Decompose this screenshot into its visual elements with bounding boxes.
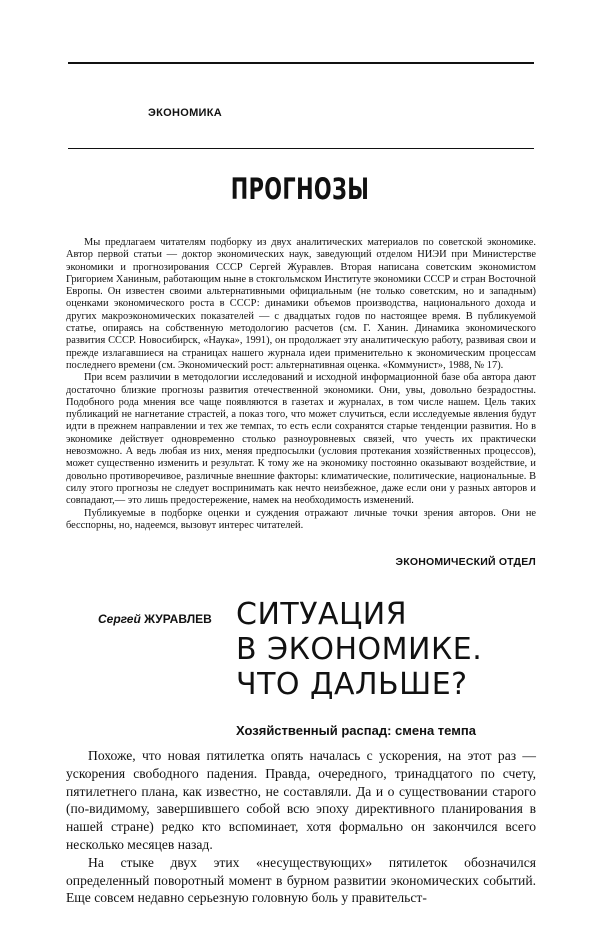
body-paragraph: На стыке двух этих «несуществующих» пятилеток обозначился определенный поворотный момент в бурном развитии экономических событий. Еще совсем недавно серьезную головную боль у правительст- <box>66 854 536 906</box>
article-body <box>66 747 536 907</box>
intro-paragraph: Публикуемые в подборке оценки и суждения отражают личные точки зрения авторов. Они не бесспорны, но, надеемся, вызовут интерес читателей. <box>66 507 536 531</box>
intro-paragraph: Мы предлагаем читателям подборку из двух аналитических материалов по советской экономике. Автор первой статьи — доктор экономических наук, заведующий отделом НИЭИ при Министерстве экономики и прогнозирования СССР Сергей Журавлев. Вторая написана советским экономистом Григорием Ханиным, работающим ныне в стокгольмском Институте экономики СССР и стран Восточной Европы. Он известен своими альтернативными официальным (не только советским, но и западным) оценками экономического роста в СССР: динамики объемов производства, национального дохода и других макроэкономических показателей — с двадцатых годов по настоящее время. В публикуемой статье, опираясь на собственную методологию расчетов (см. Г. Ханин. Динамика экономического развития СССР. Новосибирск, «Наука», 1991), он продолжает эту аналитическую работу, развивая свои и прежде излагавшиеся на страницах нашего журнала идеи применительно к экономическим процессам последнего времени (см. Экономический рост: альтернативная оценка. «Коммунист», 1988, № 17). <box>66 237 536 371</box>
page-title: ПРОГНОЗЫ <box>230 172 370 206</box>
body-paragraph: Похоже, что новая пятилетка опять началась с ускорения, на этот раз — ускорения свободного падения. Правда, очередного, тринадцатого по счету, пятилетнего плана, как известно, не составляли. Да и о существовании старого (по-видимому, завершившего собой всю эпоху директивного планирования в нашей стране) редко кто вспоминает, хотя формально он закончился всего несколько месяцев назад. <box>66 748 536 852</box>
article-title-line: СИТУАЦИЯ <box>236 597 408 632</box>
top-rule <box>68 62 534 64</box>
author-first-name: Сергей <box>98 612 141 626</box>
article-title-line: В ЭКОНОМИКЕ. <box>236 632 483 667</box>
article-title <box>236 597 556 702</box>
article-author <box>98 612 212 626</box>
editorial-signature: ЭКОНОМИЧЕСКИЙ ОТДЕЛ <box>395 556 536 568</box>
editorial-intro <box>66 237 536 532</box>
intro-paragraph: При всем различии в методологии исследований и исходной информационной базе оба автора дают достаточно близкие прогнозы развития отечественной экономики. Они, увы, довольно безрадостны. Подобного рода мнения все чаще появляются в газетах и журналах, в том числе нашем. Цель таких публикаций не нагнетание страстей, а показ того, что может случиться, если исследуемые явления будут идти в прежнем направлении и тех же темпах, то есть если сохранятся старые тенденции развития. Но в экономике действует одновременно столько разноуровневых связей, что учесть их практически невозможно. А ведь любая из них, меняя предпосылки (условия протекания хозяйственных процессов), может существенно изменить и результат. К тому же на экономику постоянно оказывают воздействие, и довольно противоречивое, различные внешние факторы: климатические, политические, национальные. В силу этого прогнозы не следует воспринимать как нечто неизбежное, даже если они у разных авторов и совпадают,— это лишь предостережение, намек на необходимость изменений. <box>66 372 536 507</box>
article-subheading: Хозяйственный распад: смена темпа <box>236 723 476 738</box>
article-title-line: ЧТО ДАЛЬШЕ? <box>236 667 468 702</box>
section-label: ЭКОНОМИКА <box>148 107 223 119</box>
section-rule <box>68 148 534 149</box>
author-last-name: ЖУРАВЛЕВ <box>144 612 212 626</box>
